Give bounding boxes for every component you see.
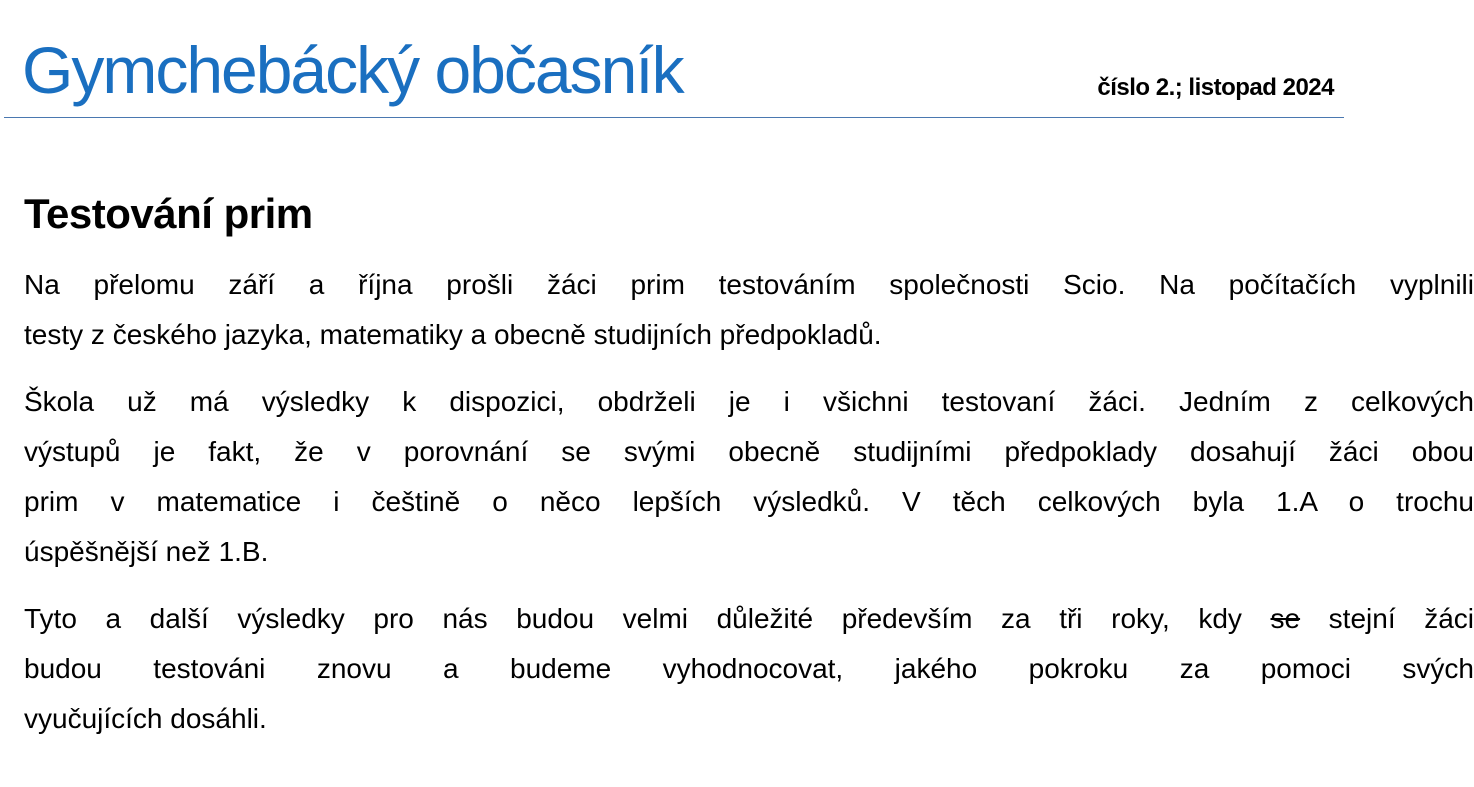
paragraph-line: Škola už má výsledky k dispozici, obdrželi je i všichni testovaní žáci. Jedním z celkových [24,386,1474,417]
masthead [0,0,1344,119]
paragraph-line: výstupů je fakt, že v porovnání se svými obecně studijními předpoklady dosahují žáci obou [24,436,1474,467]
paragraph-line [24,594,1474,644]
paragraph-line: prim v matematice i češtině o něco lepších výsledků. V těch celkových byla 1.A o trochu [24,486,1474,517]
article [24,186,1474,761]
struck-word: se [1270,603,1301,634]
paragraph-line: úspěšnější než 1.B. [24,536,269,567]
paragraph-line: vyučujících dosáhli. [24,703,267,734]
paragraph-line: Na přelomu září a října prošli žáci prim testováním společnosti Scio. Na počítačích vyplnili [24,269,1474,300]
line-text: stejní žáci [1300,603,1474,634]
line-text: Tyto a další výsledky pro nás budou velmi důležité především za tři roky, kdy [24,603,1271,634]
newsletter-title: Gymchebácký občasník [22,33,683,107]
paragraph-2 [24,377,1474,577]
paragraph-3 [24,594,1474,744]
paragraph-line: budou testováni znovu a budeme vyhodnocovat, jakého pokroku za pomoci svých [24,653,1474,684]
article-heading: Testování prim [24,190,313,237]
paragraph-1 [24,260,1474,360]
issue-number-date: číslo 2.; listopad 2024 [1097,74,1334,101]
masthead-divider [4,117,1344,118]
paragraph-line: testy z českého jazyka, matematiky a obecně studijních předpokladů. [24,319,882,350]
